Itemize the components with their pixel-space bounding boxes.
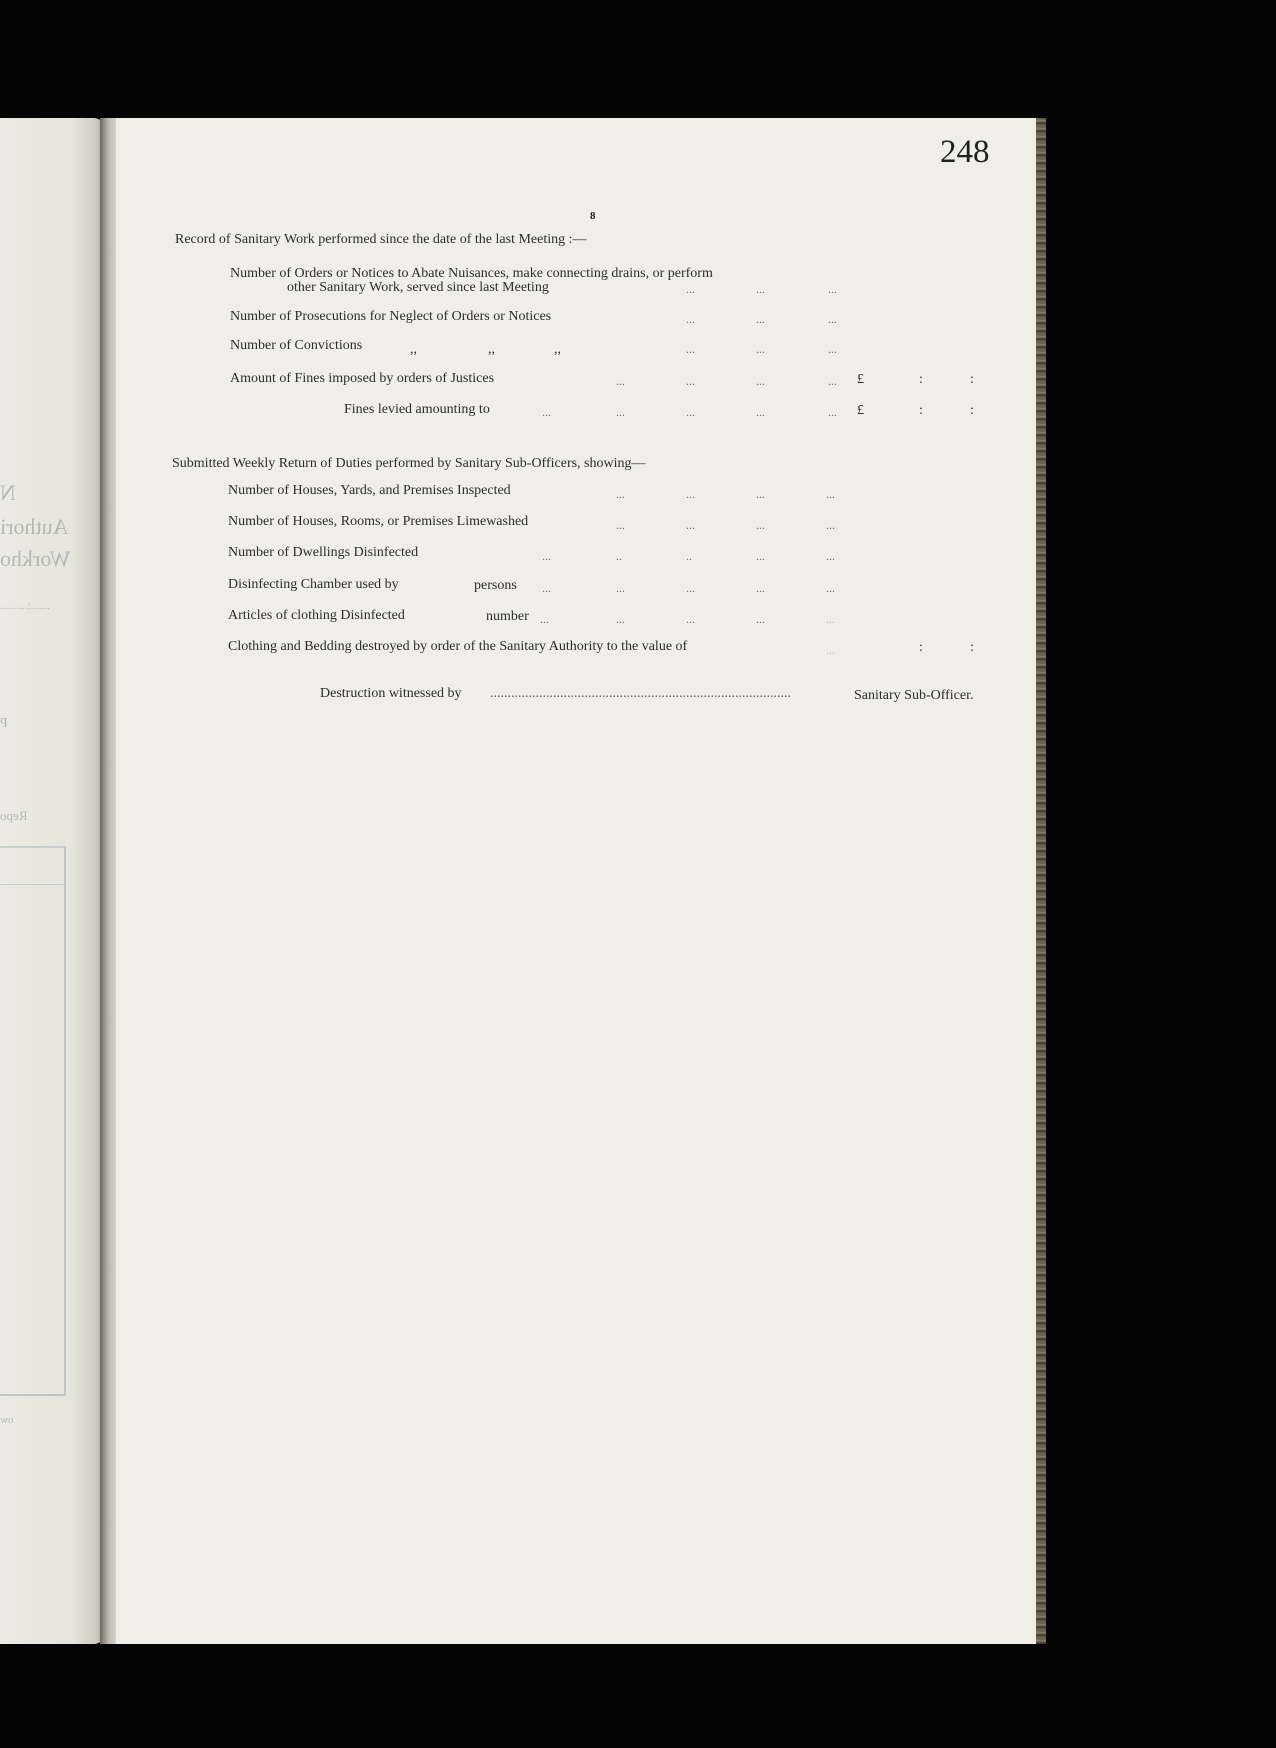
return-heading: Submitted Weekly Return of Duties performed by Sanitary Sub-Officers, showing— (172, 456, 646, 471)
record-item-fines-levied: Fines levied amounting to (344, 402, 490, 417)
leader-dots: ... (756, 405, 765, 419)
amount-separator: : (919, 640, 923, 655)
pound-sign: £ (857, 372, 864, 387)
leader-dots: ... (542, 581, 551, 595)
leader-dots: ... (826, 549, 835, 563)
ghost-text: ow (0, 1414, 14, 1426)
return-item-chamber: Disinfecting Chamber used by (228, 577, 399, 592)
leader-dots: ... (756, 612, 765, 626)
leader-dots: ... (616, 487, 625, 501)
leader-dots: ... (616, 405, 625, 419)
ghost-text: .......;.......... (0, 600, 50, 612)
folio-number: 248 (940, 134, 990, 170)
leader-dots: ... (686, 518, 695, 532)
return-item-dwellings: Number of Dwellings Disinfected (228, 545, 419, 560)
leader-dots: ... (828, 282, 837, 296)
facing-page (0, 118, 104, 1644)
amount-separator: : (970, 640, 974, 655)
leader-dots: ... (686, 342, 695, 356)
ghost-table (0, 846, 66, 1396)
leader-dots: ... (756, 549, 765, 563)
signature-label: Destruction witnessed by (320, 686, 462, 701)
return-item-inspected: Number of Houses, Yards, and Premises Inspected (228, 483, 511, 498)
leader-dots: ... (828, 405, 837, 419)
leader-dots: ... (542, 549, 551, 563)
amount-separator: : (919, 372, 923, 387)
leader-dots: ... (542, 405, 551, 419)
leader-dots: ... (686, 405, 695, 419)
leader-dots: ... (616, 374, 625, 388)
leader-dots: ... (756, 312, 765, 326)
ditto-mark: ,, (554, 342, 561, 357)
ditto-mark: ,, (488, 342, 495, 357)
record-item-fines-imposed: Amount of Fines imposed by orders of Justices (230, 371, 495, 386)
leader-dots: ... (686, 612, 695, 626)
signature-role: Sanitary Sub-Officer. (854, 688, 974, 703)
ghost-text: P (0, 716, 8, 731)
page-number: 8 (590, 210, 596, 222)
leader-dots: ... (826, 518, 835, 532)
leader-dots: ... (616, 612, 625, 626)
leader-dots: ... (756, 581, 765, 595)
record-item-orders-cont: other Sanitary Work, served since last Meeting (287, 280, 549, 295)
leader-dots: ... (540, 612, 549, 626)
leader-dots: ... (826, 612, 835, 626)
signature-fill: ...................................................................................... (490, 686, 791, 701)
return-item-destroyed: Clothing and Bedding destroyed by order of the Sanitary Authority to the value of (228, 639, 688, 654)
record-heading: Record of Sanitary Work performed since the date of the last Meeting :— (175, 232, 587, 247)
leader-dots: .. (616, 549, 622, 563)
ghost-text: Workho (0, 546, 71, 571)
ghost-text: Repo (0, 808, 28, 823)
leader-dots: ... (828, 342, 837, 356)
ditto-mark: ,, (410, 342, 417, 357)
record-item-convictions: Number of Convictions (230, 338, 363, 353)
pound-sign: £ (857, 403, 864, 418)
leader-dots: ... (686, 312, 695, 326)
leader-dots: ... (756, 342, 765, 356)
ghost-text: Authori (0, 514, 69, 539)
leader-dots: .. (686, 549, 692, 563)
return-item-chamber-unit: persons (474, 578, 517, 593)
return-item-clothing-unit: number (486, 609, 529, 624)
leader-dots: ... (756, 518, 765, 532)
leader-dots: ... (616, 518, 625, 532)
return-item-limewashed: Number of Houses, Rooms, or Premises Limewashed (228, 514, 529, 529)
leader-dots: ... (826, 643, 835, 657)
leader-dots: ... (828, 374, 837, 388)
amount-separator: : (919, 403, 923, 418)
record-item-orders: Number of Orders or Notices to Abate Nuisances, make connecting drains, or perform (230, 266, 713, 281)
record-item-prosecutions: Number of Prosecutions for Neglect of Orders or Notices (230, 309, 552, 324)
leader-dots: ... (826, 487, 835, 501)
leader-dots: ... (828, 312, 837, 326)
leader-dots: ... (756, 487, 765, 501)
leader-dots: ... (686, 374, 695, 388)
page-edge (1036, 118, 1046, 1644)
leader-dots: ... (616, 581, 625, 595)
leader-dots: ... (686, 487, 695, 501)
leader-dots: ... (826, 581, 835, 595)
leader-dots: ... (686, 282, 695, 296)
leader-dots: ... (686, 581, 695, 595)
leader-dots: ... (756, 374, 765, 388)
ghost-text: N (0, 480, 16, 505)
leader-dots: ... (756, 282, 765, 296)
return-item-clothing: Articles of clothing Disinfected (228, 608, 405, 623)
amount-separator: : (970, 403, 974, 418)
amount-separator: : (970, 372, 974, 387)
